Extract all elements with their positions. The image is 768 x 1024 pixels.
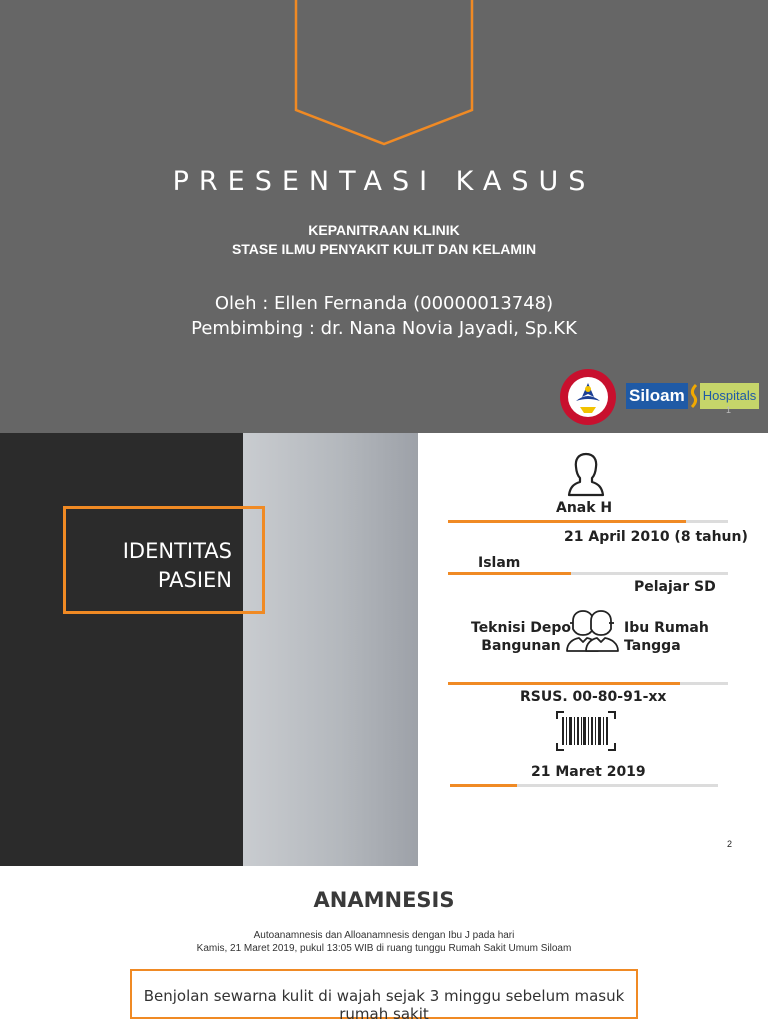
subtitle-department: STASE ILMU PENYAKIT KULIT DAN KELAMIN xyxy=(231,241,537,257)
title-slide xyxy=(0,0,768,433)
religion: Islam xyxy=(478,555,521,571)
occupation: Pelajar SD xyxy=(634,579,716,595)
siloam-logo xyxy=(626,381,759,411)
anamnesis-intro-line-2: Kamis, 21 Maret 2019, pukul 13:05 WIB di ruang tunggu Rumah Sakit Umum Siloam xyxy=(196,943,572,954)
subtitle-clerkship: KEPANITRAAN KLINIK xyxy=(308,222,460,238)
medical-record-number: RSUS. 00-80-91-xx xyxy=(520,689,667,705)
progress-bar xyxy=(448,682,728,685)
author-line: Oleh : Ellen Fernanda (00000013748) xyxy=(214,293,554,314)
visit-date: 21 Maret 2019 xyxy=(531,764,646,780)
chief-complaint-box xyxy=(130,969,638,1023)
patient-name: Anak H xyxy=(556,500,613,516)
gradient-panel xyxy=(243,433,418,866)
patient-identity-slide xyxy=(0,433,768,866)
anamnesis-intro-line-1: Autoanamnesis dan Alloanamnesis dengan Ibu J pada hari xyxy=(253,930,515,941)
hexagon-frame xyxy=(294,0,474,148)
progress-bar xyxy=(450,784,718,787)
section-heading xyxy=(123,537,232,595)
birth-date: 21 April 2010 (8 tahun) xyxy=(564,529,748,545)
chief-complaint: Benjolan sewarna kulit di wajah sejak 3 minggu sebelum masuk rumah sakit xyxy=(143,987,625,1023)
supervisor-line: Pembimbing : dr. Nana Novia Jayadi, Sp.KK xyxy=(191,318,577,339)
anamnesis-slide xyxy=(0,866,768,1024)
siloam-swoosh-icon xyxy=(688,383,700,409)
presentation-title: PRESENTASI KASUS xyxy=(172,166,596,197)
university-logo xyxy=(558,367,618,427)
page-number: 2 xyxy=(727,839,733,849)
progress-bar xyxy=(448,572,728,575)
siloam-wordmark: Siloam xyxy=(626,383,688,409)
anamnesis-title: ANAMNESIS xyxy=(313,888,455,912)
page-number: 1 xyxy=(726,405,732,415)
section-heading-box xyxy=(63,506,265,614)
dark-side-panel xyxy=(0,433,243,866)
female-person-icon xyxy=(567,451,605,497)
heading-line-2: PASIEN xyxy=(157,568,232,592)
mother-occupation: Ibu Rumah Tangga xyxy=(624,620,709,654)
parents-icon xyxy=(565,609,621,653)
father-occupation: Teknisi Depo Bangunan xyxy=(471,620,572,654)
progress-bar xyxy=(448,520,728,523)
heading-line-1: IDENTITAS xyxy=(122,539,232,563)
hospitals-wordmark: Hospitals xyxy=(700,383,759,409)
barcode-icon xyxy=(556,711,616,751)
